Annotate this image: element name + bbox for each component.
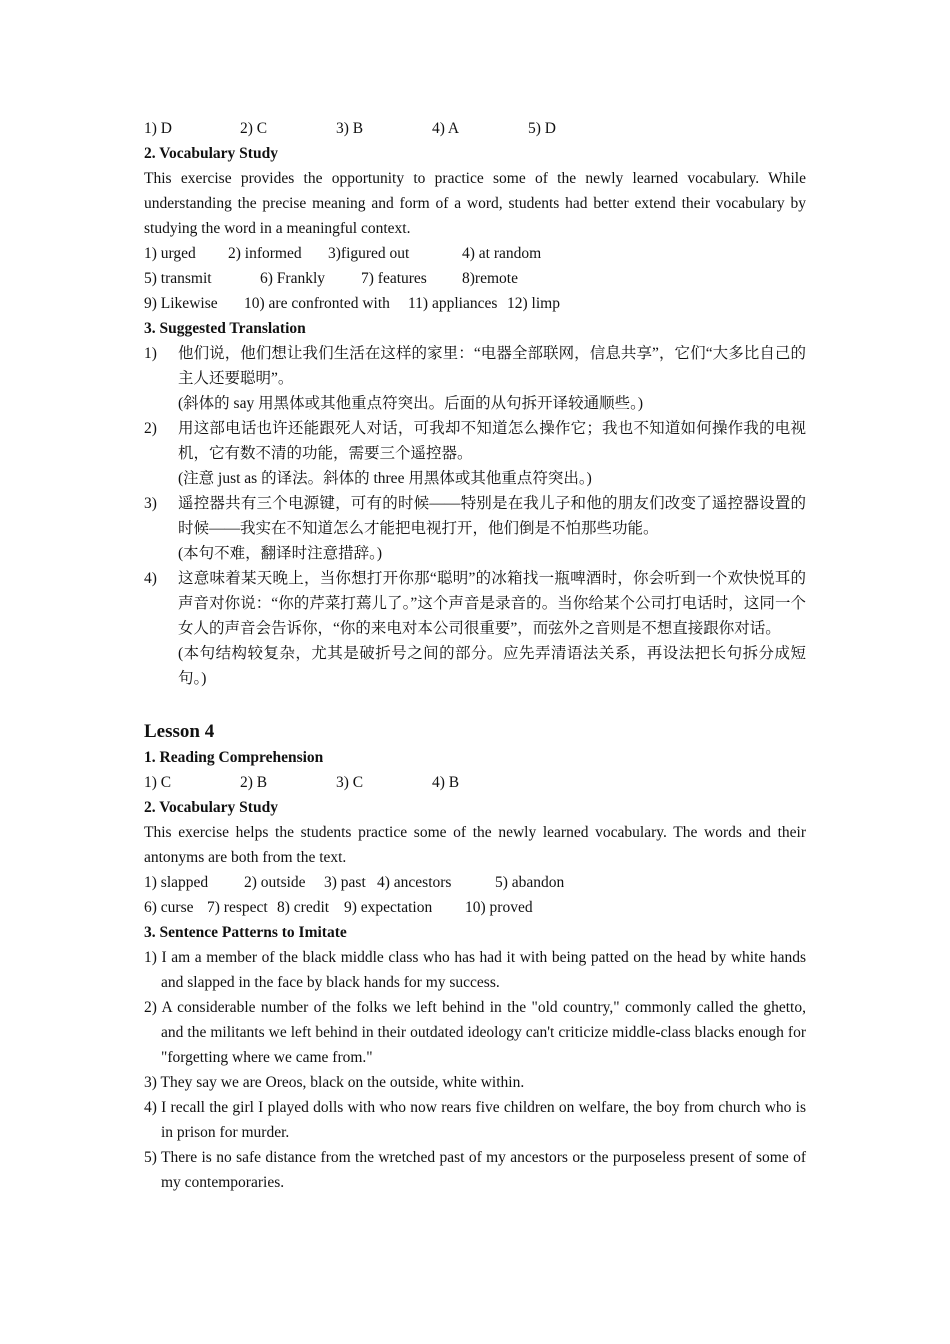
item-number: 2) [144,420,157,437]
sentence-pattern: 4) I recall the girl I played dolls with who now rears five children on welfare, the boy from church who is in prison for murder. [144,1099,806,1141]
vocab-item: 11) appliances [408,295,498,312]
vocab-item: 10) are confronted with [244,295,390,312]
vocab-item: 9) Likewise [144,295,218,312]
vocab-item: 7) respect [207,899,268,916]
answer: 1) D [144,120,172,137]
vocab-item: 4) at random [462,245,542,262]
section-heading: 2. Vocabulary Study [144,145,278,162]
translation-text: 他们说，他们想让我们生活在这样的家里：“电器全部联网，信息共享”，它们“大多比自己的主人还要聪明”。 [178,345,806,387]
section-intro: This exercise helps the students practice some of the newly learned vocabulary. The words and their antonyms are both from the text. [144,824,806,866]
document-page [144,116,806,1195]
answer: 3) C [336,774,364,791]
vocab-item: 5) abandon [495,874,565,891]
vocab-item: 2) outside [244,874,306,891]
section-heading: 2. Vocabulary Study [144,799,278,816]
translation-note: (注意 just as 的译法。斜体的 three 用黑体或其他重点符突出。) [178,470,592,487]
item-number: 3) [144,495,157,512]
lesson-title: Lesson 4 [144,721,215,742]
translation-text: 用这部电话也许还能跟死人对话，可我却不知道怎么操作它；我也不知道如何操作我的电视机，它有数不清的功能，需要三个遥控器。 [178,420,806,462]
vocab-item: 12) limp [507,295,560,312]
translation-item [144,491,806,566]
vocab-row [144,895,806,920]
answer-row [144,770,806,795]
vocab-row [144,870,806,895]
answer: 1) C [144,774,172,791]
vocab-row [144,241,806,266]
translation-note: (本句不难，翻译时注意措辞。) [178,545,383,562]
sentence-pattern: 3) They say we are Oreos, black on the outside, white within. [144,1074,525,1091]
vocab-item: 8)remote [462,270,518,287]
vocab-item: 3) past [324,874,366,891]
translation-text: 遥控器共有三个电源键，可有的时候——特别是在我儿子和他的朋友们改变了遥控器设置的时候——我实在不知道怎么才能把电视打开，他们倒是不怕那些功能。 [178,495,806,537]
vocab-item: 6) curse [144,899,194,916]
item-number: 1) [144,345,157,362]
translation-text: 这意味着某天晚上，当你想打开你那“聪明”的冰箱找一瓶啤酒时，你会听到一个欢快悦耳的声音对你说：“你的芹菜打蔫儿了。”这个声音是录音的。当你给某个公司打电话时，这同一个女人的声音会告诉你，“你的来电对本公司很重要”，而弦外之音则是不想直接跟你对话。 [178,570,806,637]
vocab-item: 6) Frankly [260,270,326,287]
vocab-row [144,266,806,291]
section-heading: 3. Sentence Patterns to Imitate [144,924,347,941]
translation-note: (斜体的 say 用黑体或其他重点符突出。后面的从句拆开译较通顺些。) [178,395,643,412]
answer: 2) C [240,120,268,137]
vocab-item: 3)figured out [328,245,410,262]
vocab-row [144,291,806,316]
vocab-item: 9) expectation [344,899,433,916]
vocab-item: 1) urged [144,245,196,262]
vocab-item: 7) features [361,270,427,287]
sentence-pattern: 2) A considerable number of the folks we left behind in the "old country," commonly called the ghetto, and the militants we left behind in their outdated ideology can't criticize middle-class blacks enough for "forgetting where we came from." [144,999,806,1066]
vocab-item: 10) proved [465,899,533,916]
sentence-pattern: 1) I am a member of the black middle class who has had it with being patted on the head by white hands and slapped in the face by black hands for my success. [144,949,806,991]
translation-item [144,416,806,491]
section-heading: 3. Suggested Translation [144,320,306,337]
translation-item [144,341,806,416]
translation-item [144,566,806,691]
answer: 4) A [432,120,460,137]
translation-note: (本句结构较复杂，尤其是破折号之间的部分。应先弄清语法关系，再设法把长句拆分成短句。) [178,645,806,687]
vocab-item: 8) credit [277,899,330,916]
sentence-pattern: 5) There is no safe distance from the wretched past of my ancestors or the purposeless present of some of my contemporaries. [144,1149,806,1191]
answer: 4) B [432,774,460,791]
answer: 3) B [336,120,364,137]
vocab-item: 2) informed [228,245,302,262]
vocab-item: 1) slapped [144,874,209,891]
answer-row [144,116,806,141]
vocab-item: 5) transmit [144,270,212,287]
answer: 5) D [528,120,556,137]
vocab-item: 4) ancestors [377,874,452,891]
answer: 2) B [240,774,268,791]
item-number: 4) [144,570,157,587]
section-intro: This exercise provides the opportunity to practice some of the newly learned vocabulary. While understanding the precise meaning and form of a word, students had better extend their vocabulary by studying the word in a meaningful context. [144,170,806,237]
section-heading: 1. Reading Comprehension [144,749,324,766]
